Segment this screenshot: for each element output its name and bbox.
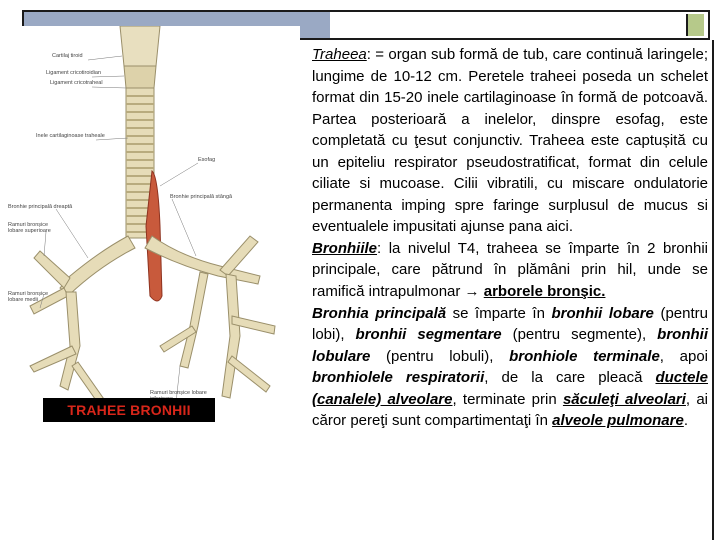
figure-caption: TRAHEE BRONHII [43, 398, 215, 422]
label-bronhie-stanga: Bronhie principală stângă [170, 194, 233, 200]
bronchi-text: : la nivelul T4, traheea se împarte în 2 bronhii principale, care pătrund în plămâni prin hil, unde se ramifică intrapulmonar → [312, 239, 708, 301]
label-ramuri-inferioare: Ramuri bronșice lobare [150, 390, 207, 396]
text-run: se împarte în [446, 304, 552, 322]
text-run: , apoi [659, 347, 708, 365]
term-lobare: bronhii lobare [551, 304, 654, 322]
term-ductele: ductele (canalele) alveolare [312, 369, 708, 408]
label-ligament-cricotraheal: Ligament cricotraheal [50, 80, 103, 86]
text-run: , terminate prin [452, 390, 563, 408]
term-segmentare: bronhii segmentare [355, 326, 502, 344]
paragraph-main-bronchus [312, 303, 708, 432]
title-bar-square [686, 14, 704, 36]
label-esofag: Esofag [198, 157, 216, 163]
text-run: (pentru segmente), [501, 326, 658, 344]
term-lobulare: bronhii lobulare [312, 326, 708, 365]
term-alveole: alveole pulmonare [552, 412, 684, 430]
label-inele-cartilaginoase: Inele cartilaginoase traheale [36, 133, 105, 139]
paragraph-trachea [312, 44, 708, 238]
term-terminale: bronhiole terminale [509, 347, 660, 365]
term-arbore: arborele bronşic. [483, 283, 606, 301]
text-run: , ai căror pereţi sunt compartimentaţi în [312, 390, 709, 430]
body-text [312, 44, 708, 432]
right-border [712, 40, 718, 540]
text-run: (pentru lobi), [312, 304, 708, 344]
label-bronhie-dreapta: Bronhie principală dreaptă [8, 204, 73, 210]
text-run: (pentru lobuli), [370, 347, 510, 365]
term-respiratorii: bronhiolele respiratorii [312, 369, 485, 387]
trachea-bronchi-illustration [0, 26, 300, 426]
term-saculeti: săculeţi alveolari [562, 390, 686, 408]
term-main-bronchus: Bronhia principală [312, 304, 447, 322]
label-cartilaj-tiroid: Cartilaj tiroid [52, 53, 83, 59]
text-run: . [683, 412, 688, 430]
term-bronchi: Bronhiile [312, 239, 378, 257]
paragraph-bronchi [312, 238, 708, 303]
label-ramuri-superioare: Ramuri bronșice lobare superioare [8, 222, 51, 234]
trachea-text: : = organ sub formă de tub, care continuă laringele; lungime de 10-12 cm. Peretele traheei poseda un schelet format din 15-20 inele cartilaginoase în formă de potcoavă. Partea posterioară a inelelor, dinspre esofag, este completată cu ţesut conjunctiv. Traheea este captușită cu un epiteliu respirator pseudostratificat, format din celule ciliate si mucoase. Cilii vibratili, cu miscare ondulatorie permanenta imping spre faringe surplusul de mucus si eventualele impusitati ajunse pana aici. [312, 46, 708, 236]
text-run: , de la care pleacă [484, 369, 656, 387]
label-ligament-cricotiroidian: Ligament cricotiroidian [46, 70, 102, 76]
term-trachea: Traheea [312, 46, 367, 63]
label-ramuri-medii: Ramuri bronșice lobare medii [8, 291, 49, 303]
